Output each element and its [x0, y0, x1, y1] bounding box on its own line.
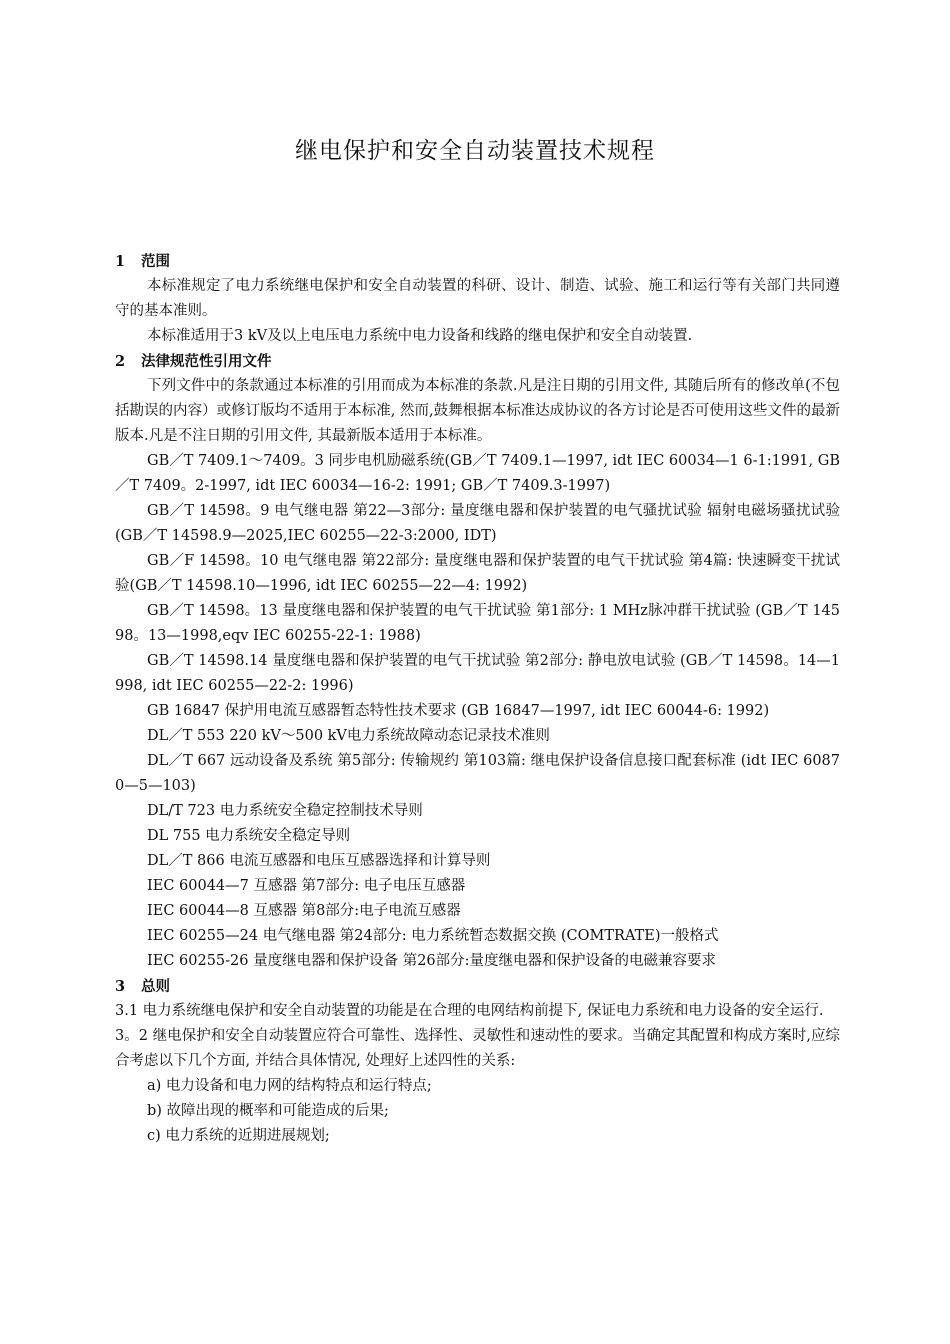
reference-item: DL／T 866 电流互感器和电压互感器选择和计算导则: [147, 853, 491, 869]
section-number: 2: [115, 353, 126, 370]
reference-item: IEC 60044—8 互感器 第8部分:电子电流互感器: [147, 903, 461, 919]
document-title: 继电保护和安全自动装置技术规程: [295, 138, 655, 164]
scope-paragraph-1: 本标准规定了电力系统继电保护和安全自动装置的科研、设计、制造、试验、施工和运行等有关部门共同遵守的基本准则。: [115, 278, 840, 319]
reference-item: IEC 60255—24 电气继电器 第24部分: 电力系统暂态数据交换 (COMTRATE)一般格式: [147, 928, 719, 944]
section-number: 1: [115, 253, 126, 270]
section-title: 总则: [141, 978, 170, 995]
references-intro: 下列文件中的条款通过本标准的引用而成为本标准的条款.凡是注日期的引用文件, 其随后所有的修改单(不包括勘误的内容）或修订版均不适用于本标准, 然而,鼓舞根据本标准达成协议的各方讨论是否可使用这些文件的最新版本.凡是不注日期的引用文件, 其最新版本适用于本标准。: [115, 378, 840, 444]
scope-paragraph-2: 本标准适用于3 kV及以上电压电力系统中电力设备和线路的继电保护和安全自动装置.: [147, 328, 693, 344]
reference-item: GB／T 14598。9 电气继电器 第22—3部分: 量度继电器和保护装置的电气骚扰试验 辐射电磁场骚扰试验 (GB／T 14598.9—2025,IEC 60255—22-3:2000, IDT): [115, 503, 840, 544]
section-title: 法律规范性引用文件: [141, 353, 272, 370]
list-item: b) 故障出现的概率和可能造成的后果;: [147, 1103, 389, 1119]
list-item: a) 电力设备和电力网的结构特点和运行特点;: [147, 1078, 432, 1094]
section-number: 3: [115, 978, 126, 995]
reference-item: GB／T 7409.1～7409。3 同步电机励磁系统(GB／T 7409.1—1997, idt IEC 60034—1 6-1:1991, GB／T 7409。2-1997, idt IEC 60034—16-2: 1991; GB／T 7409.3-1997): [115, 453, 840, 494]
clause-3-1: 3.1 电力系统继电保护和安全自动装置的功能是在合理的电网结构前提下, 保证电力系统和电力设备的安全运行.: [115, 1003, 824, 1019]
section-heading-references: [115, 349, 840, 374]
reference-item: DL／T 553 220 kV～500 kV电力系统故障动态记录技术准则: [147, 728, 550, 744]
section-heading-general: [115, 974, 840, 999]
reference-item: DL 755 电力系统安全稳定导则: [147, 828, 351, 844]
reference-item: GB／T 14598.14 量度继电器和保护装置的电气干扰试验 第2部分: 静电放电试验 (GB／T 14598。14—1998, idt IEC 60255—22-2: 1996): [115, 653, 840, 694]
reference-item: IEC 60044—7 互感器 第7部分: 电子电压互感器: [147, 878, 466, 894]
reference-item: DL/T 723 电力系统安全稳定控制技术导则: [147, 803, 423, 819]
reference-item: GB／F 14598。10 电气继电器 第22部分: 量度继电器和保护装置的电气干扰试验 第4篇: 快速瞬变干扰试验(GB／T 14598.10—1996, idt IEC 60255—22—4: 1992): [115, 553, 840, 594]
document-body: [115, 249, 840, 1149]
reference-item: IEC 60255-26 量度继电器和保护设备 第26部分:量度继电器和保护设备的电磁兼容要求: [147, 953, 717, 969]
section-heading-scope: [115, 249, 840, 274]
reference-item: GB 16847 保护用电流互感器暂态特性技术要求 (GB 16847—1997, idt IEC 60044-6: 1992): [147, 703, 770, 719]
section-title: 范围: [141, 253, 170, 270]
clause-3-2: 3。2 继电保护和安全自动装置应符合可靠性、选择性、灵敏性和速动性的要求。当确定其配置和构成方案时,应综合考虑以下几个方面, 并结合具体情况, 处理好上述四性的关系:: [115, 1028, 840, 1069]
reference-item: GB／T 14598。13 量度继电器和保护装置的电气干扰试验 第1部分: 1 MHz脉冲群干扰试验 (GB／T 14598。13—1998,eqv IEC 60255-22-1: 1988): [115, 603, 840, 644]
reference-item: DL／T 667 远动设备及系统 第5部分: 传输规约 第103篇: 继电保护设备信息接口配套标准 (idt IEC 60870—5—103): [115, 753, 840, 794]
list-item: c) 电力系统的近期进展规划;: [147, 1128, 330, 1144]
